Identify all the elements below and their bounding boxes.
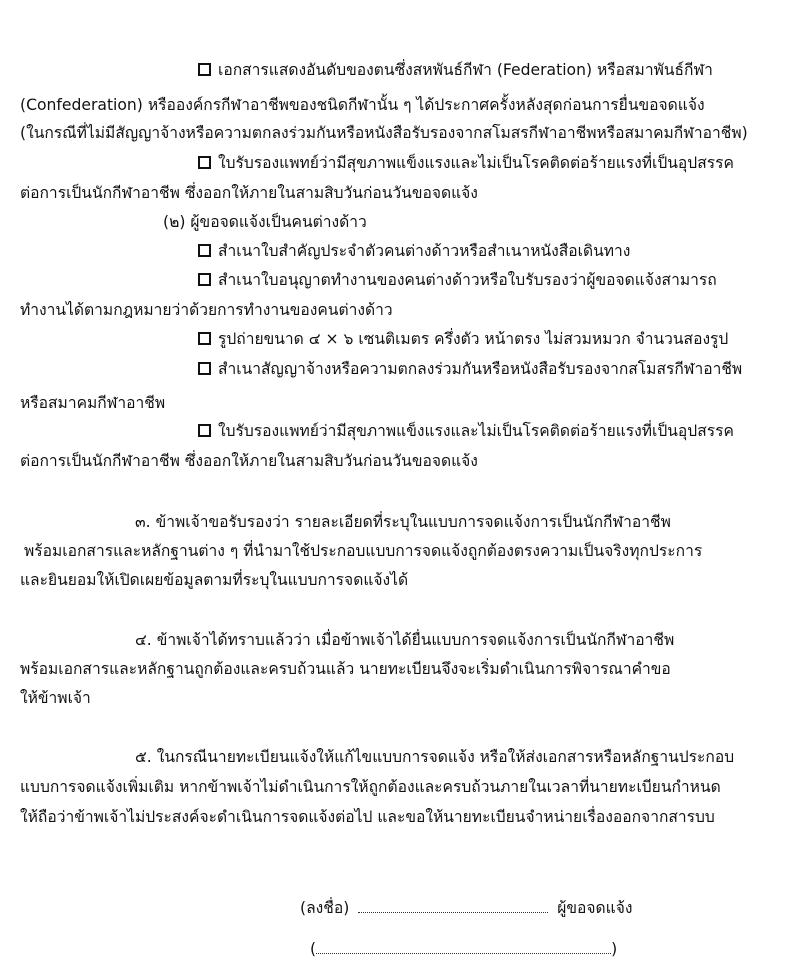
paragraph-5-line: ให้ถือว่าข้าพเจ้าไม่ประสงค์จะดำเนินการจดแจ้งต่อไป และขอให้นายทะเบียนจำหน่ายเรื่องออกจากสารบบ [20, 808, 715, 826]
paragraph-3-line: และยินยอมให้เปิดเผยข้อมูลตามที่ระบุในแบบการจดแจ้งได้ [20, 571, 409, 589]
paragraph-4-line: ให้ข้าพเจ้า [20, 689, 91, 707]
signature-suffix: ผู้ขอจดแจ้ง [557, 899, 633, 917]
checkbox[interactable] [198, 424, 211, 437]
printed-name-line [310, 938, 617, 960]
item-continuation-text: หรือสมาคมกีฬาอาชีพ [20, 394, 166, 412]
checklist-item-medical-certificate-foreigner [198, 420, 734, 442]
checklist-item-federation-ranking [198, 59, 713, 81]
signature-prefix: (ลงชื่อ) [300, 899, 350, 917]
checkbox[interactable] [198, 332, 211, 345]
printed-name-field[interactable] [316, 939, 611, 954]
paragraph-4-line: ๔. ข้าพเจ้าได้ทราบแล้วว่า เมื่อข้าพเจ้าได้ยื่นแบบการจดแจ้งการเป็นนักกีฬาอาชีพ [135, 631, 675, 649]
name-close-paren: ) [611, 940, 618, 958]
item-text: ใบรับรองแพทย์ว่ามีสุขภาพแข็งแรงและไม่เป็นโรคติดต่อร้ายแรงที่เป็นอุปสรรค [218, 154, 734, 172]
paragraph-3-line: พร้อมเอกสารและหลักฐานต่าง ๆ ที่นำมาใช้ประกอบแบบการจดแจ้งถูกต้องตรงความเป็นจริงทุกประการ [24, 542, 703, 560]
item-continuation-text: ต่อการเป็นนักกีฬาอาชีพ ซึ่งออกให้ภายในสามสิบวันก่อนวันขอจดแจ้ง [20, 184, 478, 202]
checklist-item-photo [198, 328, 728, 350]
item-text: รูปถ่ายขนาด ๔ × ๖ เซนติเมตร ครึ่งตัว หน้าตรง ไม่สวมหมวก จำนวนสองรูป [218, 330, 729, 348]
item-text: ใบรับรองแพทย์ว่ามีสุขภาพแข็งแรงและไม่เป็นโรคติดต่อร้ายแรงที่เป็นอุปสรรค [218, 422, 734, 440]
item-text: สำเนาใบอนุญาตทำงานของคนต่างด้าวหรือใบรับรองว่าผู้ขอจดแจ้งสามารถ [218, 271, 717, 289]
section-heading-foreigner: (๒) ผู้ขอจดแจ้งเป็นคนต่างด้าว [163, 213, 367, 231]
paragraph-5-line: ๕. ในกรณีนายทะเบียนแจ้งให้แก้ไขแบบการจดแจ้ง หรือให้ส่งเอกสารหรือหลักฐานประกอบ [135, 748, 735, 766]
paragraph-4-line: พร้อมเอกสารและหลักฐานถูกต้องและครบถ้วนแล้ว นายทะเบียนจึงจะเริ่มดำเนินการพิจารณาคำขอ [20, 660, 671, 678]
item-continuation-text: ต่อการเป็นนักกีฬาอาชีพ ซึ่งออกให้ภายในสามสิบวันก่อนวันขอจดแจ้ง [20, 452, 478, 470]
checkbox[interactable] [198, 362, 211, 375]
paragraph-5-line: แบบการจดแจ้งเพิ่มเติม หากข้าพเจ้าไม่ดำเนินการให้ถูกต้องและครบถ้วนภายในเวลาที่นายทะเบียนกำหนด [20, 778, 721, 796]
item-text: สำเนาสัญญาจ้างหรือความตกลงร่วมกันหรือหนังสือรับรองจากสโมสรกีฬาอาชีพ [218, 360, 743, 378]
checkbox[interactable] [198, 63, 211, 76]
item-continuation-text: ทำงานได้ตามกฎหมายว่าด้วยการทำงานของคนต่างด้าว [20, 301, 393, 319]
checkbox[interactable] [198, 156, 211, 169]
checkbox[interactable] [198, 273, 211, 286]
item-text: สำเนาใบสำคัญประจำตัวคนต่างด้าวหรือสำเนาหนังสือเดินทาง [218, 242, 631, 260]
checklist-item-work-permit-copy [198, 269, 717, 291]
item-text: เอกสารแสดงอันดับของตนซึ่งสหพันธ์กีฬา (Federation) หรือสมาพันธ์กีฬา [218, 61, 713, 79]
name-open-paren: ( [310, 940, 317, 958]
item-continuation-text: (ในกรณีที่ไม่มีสัญญาจ้างหรือความตกลงร่วมกันหรือหนังสือรับรองจากสโมสรกีฬาอาชีพหรือสมาคมกีฬาอาชีพ) [20, 124, 748, 142]
item-continuation-text: (Confederation) หรือองค์กรกีฬาอาชีพของชนิดกีฬานั้น ๆ ได้ประกาศครั้งหลังสุดก่อนการยื่นขอจดแจ้ง [20, 96, 705, 114]
checklist-item-contract-copy [198, 358, 742, 380]
checkbox[interactable] [198, 244, 211, 257]
signature-line [300, 897, 632, 919]
paragraph-3-line: ๓. ข้าพเจ้าขอรับรองว่า รายละเอียดที่ระบุในแบบการจดแจ้งการเป็นนักกีฬาอาชีพ [135, 513, 671, 531]
checklist-item-medical-certificate [198, 152, 734, 174]
checklist-item-alien-id-copy [198, 240, 630, 262]
signature-field[interactable] [358, 898, 548, 913]
